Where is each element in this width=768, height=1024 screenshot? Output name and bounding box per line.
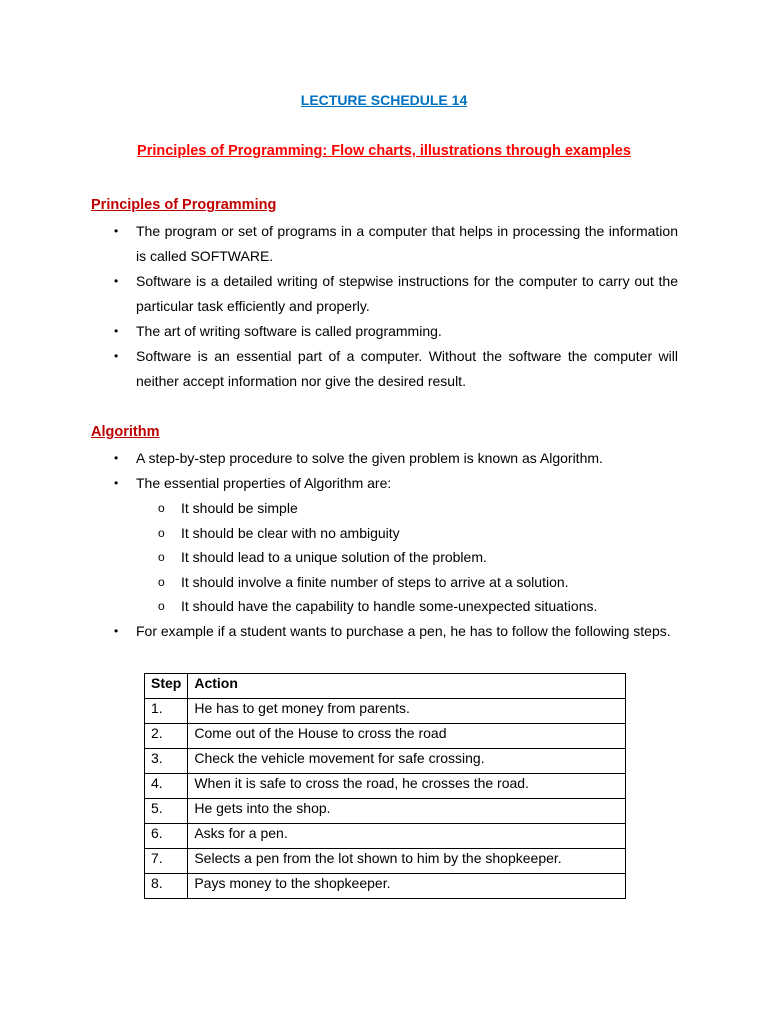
sub-bullet-text: It should be clear with no ambiguity bbox=[181, 524, 400, 541]
bullet-text: The essential properties of Algorithm are: bbox=[136, 475, 392, 491]
bullet-icon: • bbox=[114, 274, 119, 288]
step-cell: 7. bbox=[145, 849, 188, 874]
bullet-text: A step-by-step procedure to solve the given problem is known as Algorithm. bbox=[136, 450, 603, 466]
table-row bbox=[145, 749, 626, 774]
bullet-icon: • bbox=[114, 324, 119, 338]
step-cell: 8. bbox=[145, 874, 188, 899]
sub-list-item bbox=[91, 594, 678, 619]
table-row bbox=[145, 774, 626, 799]
action-cell: Come out of the House to cross the road bbox=[188, 724, 626, 749]
list-item bbox=[91, 619, 678, 644]
step-cell: 5. bbox=[145, 799, 188, 824]
action-cell: Asks for a pen. bbox=[188, 824, 626, 849]
table-row bbox=[145, 799, 626, 824]
bullet-icon: • bbox=[114, 623, 119, 638]
table-row bbox=[145, 849, 626, 874]
action-cell: Selects a pen from the lot shown to him by the shopkeeper. bbox=[188, 849, 626, 874]
bullet-text: Software is an essential part of a computer. Without the software the computer will neither accept information nor give the desired result. bbox=[136, 348, 678, 389]
bullet-text: The program or set of programs in a computer that helps in processing the information is called SOFTWARE. bbox=[136, 223, 678, 264]
bullet-text: Software is a detailed writing of stepwise instructions for the computer to carry out the particular task efficiently and properly. bbox=[136, 273, 678, 314]
action-cell: Pays money to the shopkeeper. bbox=[188, 874, 626, 899]
properties-sublist bbox=[91, 496, 678, 619]
list-item bbox=[91, 269, 678, 319]
list-item bbox=[91, 319, 678, 344]
step-cell: 2. bbox=[145, 724, 188, 749]
bullet-text: For example if a student wants to purchase a pen, he has to follow the following steps. bbox=[136, 622, 671, 639]
sub-list-item bbox=[91, 496, 678, 521]
list-item bbox=[91, 446, 678, 471]
table-row bbox=[145, 824, 626, 849]
sub-bullet-text: It should lead to a unique solution of the problem. bbox=[181, 549, 487, 566]
algorithm-bullet-list bbox=[91, 446, 678, 644]
bullet-icon: • bbox=[114, 476, 119, 490]
sub-list-item bbox=[91, 570, 678, 595]
step-cell: 6. bbox=[145, 824, 188, 849]
bullet-text: The art of writing software is called programming. bbox=[136, 323, 442, 339]
action-cell: He gets into the shop. bbox=[188, 799, 626, 824]
table-row bbox=[145, 724, 626, 749]
section-heading-principles: Principles of Programming bbox=[91, 197, 277, 213]
table-header-action: Action bbox=[188, 674, 626, 699]
sub-list-item bbox=[91, 521, 678, 546]
table-row bbox=[145, 699, 626, 724]
table-header-step: Step bbox=[145, 674, 188, 699]
list-item bbox=[91, 344, 678, 394]
hollow-circle-icon: o bbox=[158, 501, 165, 515]
hollow-circle-icon: o bbox=[158, 525, 165, 540]
bullet-icon: • bbox=[114, 349, 119, 363]
section-heading-algorithm: Algorithm bbox=[91, 424, 160, 440]
step-cell: 3. bbox=[145, 749, 188, 774]
table-row bbox=[145, 874, 626, 899]
table-header-row bbox=[145, 674, 626, 699]
hollow-circle-icon: o bbox=[158, 574, 165, 589]
bullet-icon: • bbox=[114, 224, 119, 238]
bullet-icon: • bbox=[114, 451, 119, 465]
sub-bullet-text: It should involve a finite number of steps to arrive at a solution. bbox=[181, 573, 569, 590]
sub-bullet-text: It should be simple bbox=[181, 500, 298, 516]
principles-bullet-list bbox=[91, 219, 678, 394]
properties-sublist-container bbox=[91, 496, 678, 619]
step-cell: 1. bbox=[145, 699, 188, 724]
lecture-title: LECTURE SCHEDULE 14 bbox=[300, 92, 468, 108]
action-cell: He has to get money from parents. bbox=[188, 699, 626, 724]
action-cell: When it is safe to cross the road, he crosses the road. bbox=[188, 774, 626, 799]
hollow-circle-icon: o bbox=[158, 599, 165, 614]
main-title: Principles of Programming: Flow charts, illustrations through examples bbox=[137, 143, 631, 159]
sub-list-item bbox=[91, 545, 678, 570]
sub-bullet-text: It should have the capability to handle some-unexpected situations. bbox=[181, 598, 598, 615]
steps-table bbox=[144, 673, 626, 899]
list-item bbox=[91, 471, 678, 496]
action-cell: Check the vehicle movement for safe crossing. bbox=[188, 749, 626, 774]
step-cell: 4. bbox=[145, 774, 188, 799]
list-item bbox=[91, 219, 678, 269]
hollow-circle-icon: o bbox=[158, 550, 165, 565]
